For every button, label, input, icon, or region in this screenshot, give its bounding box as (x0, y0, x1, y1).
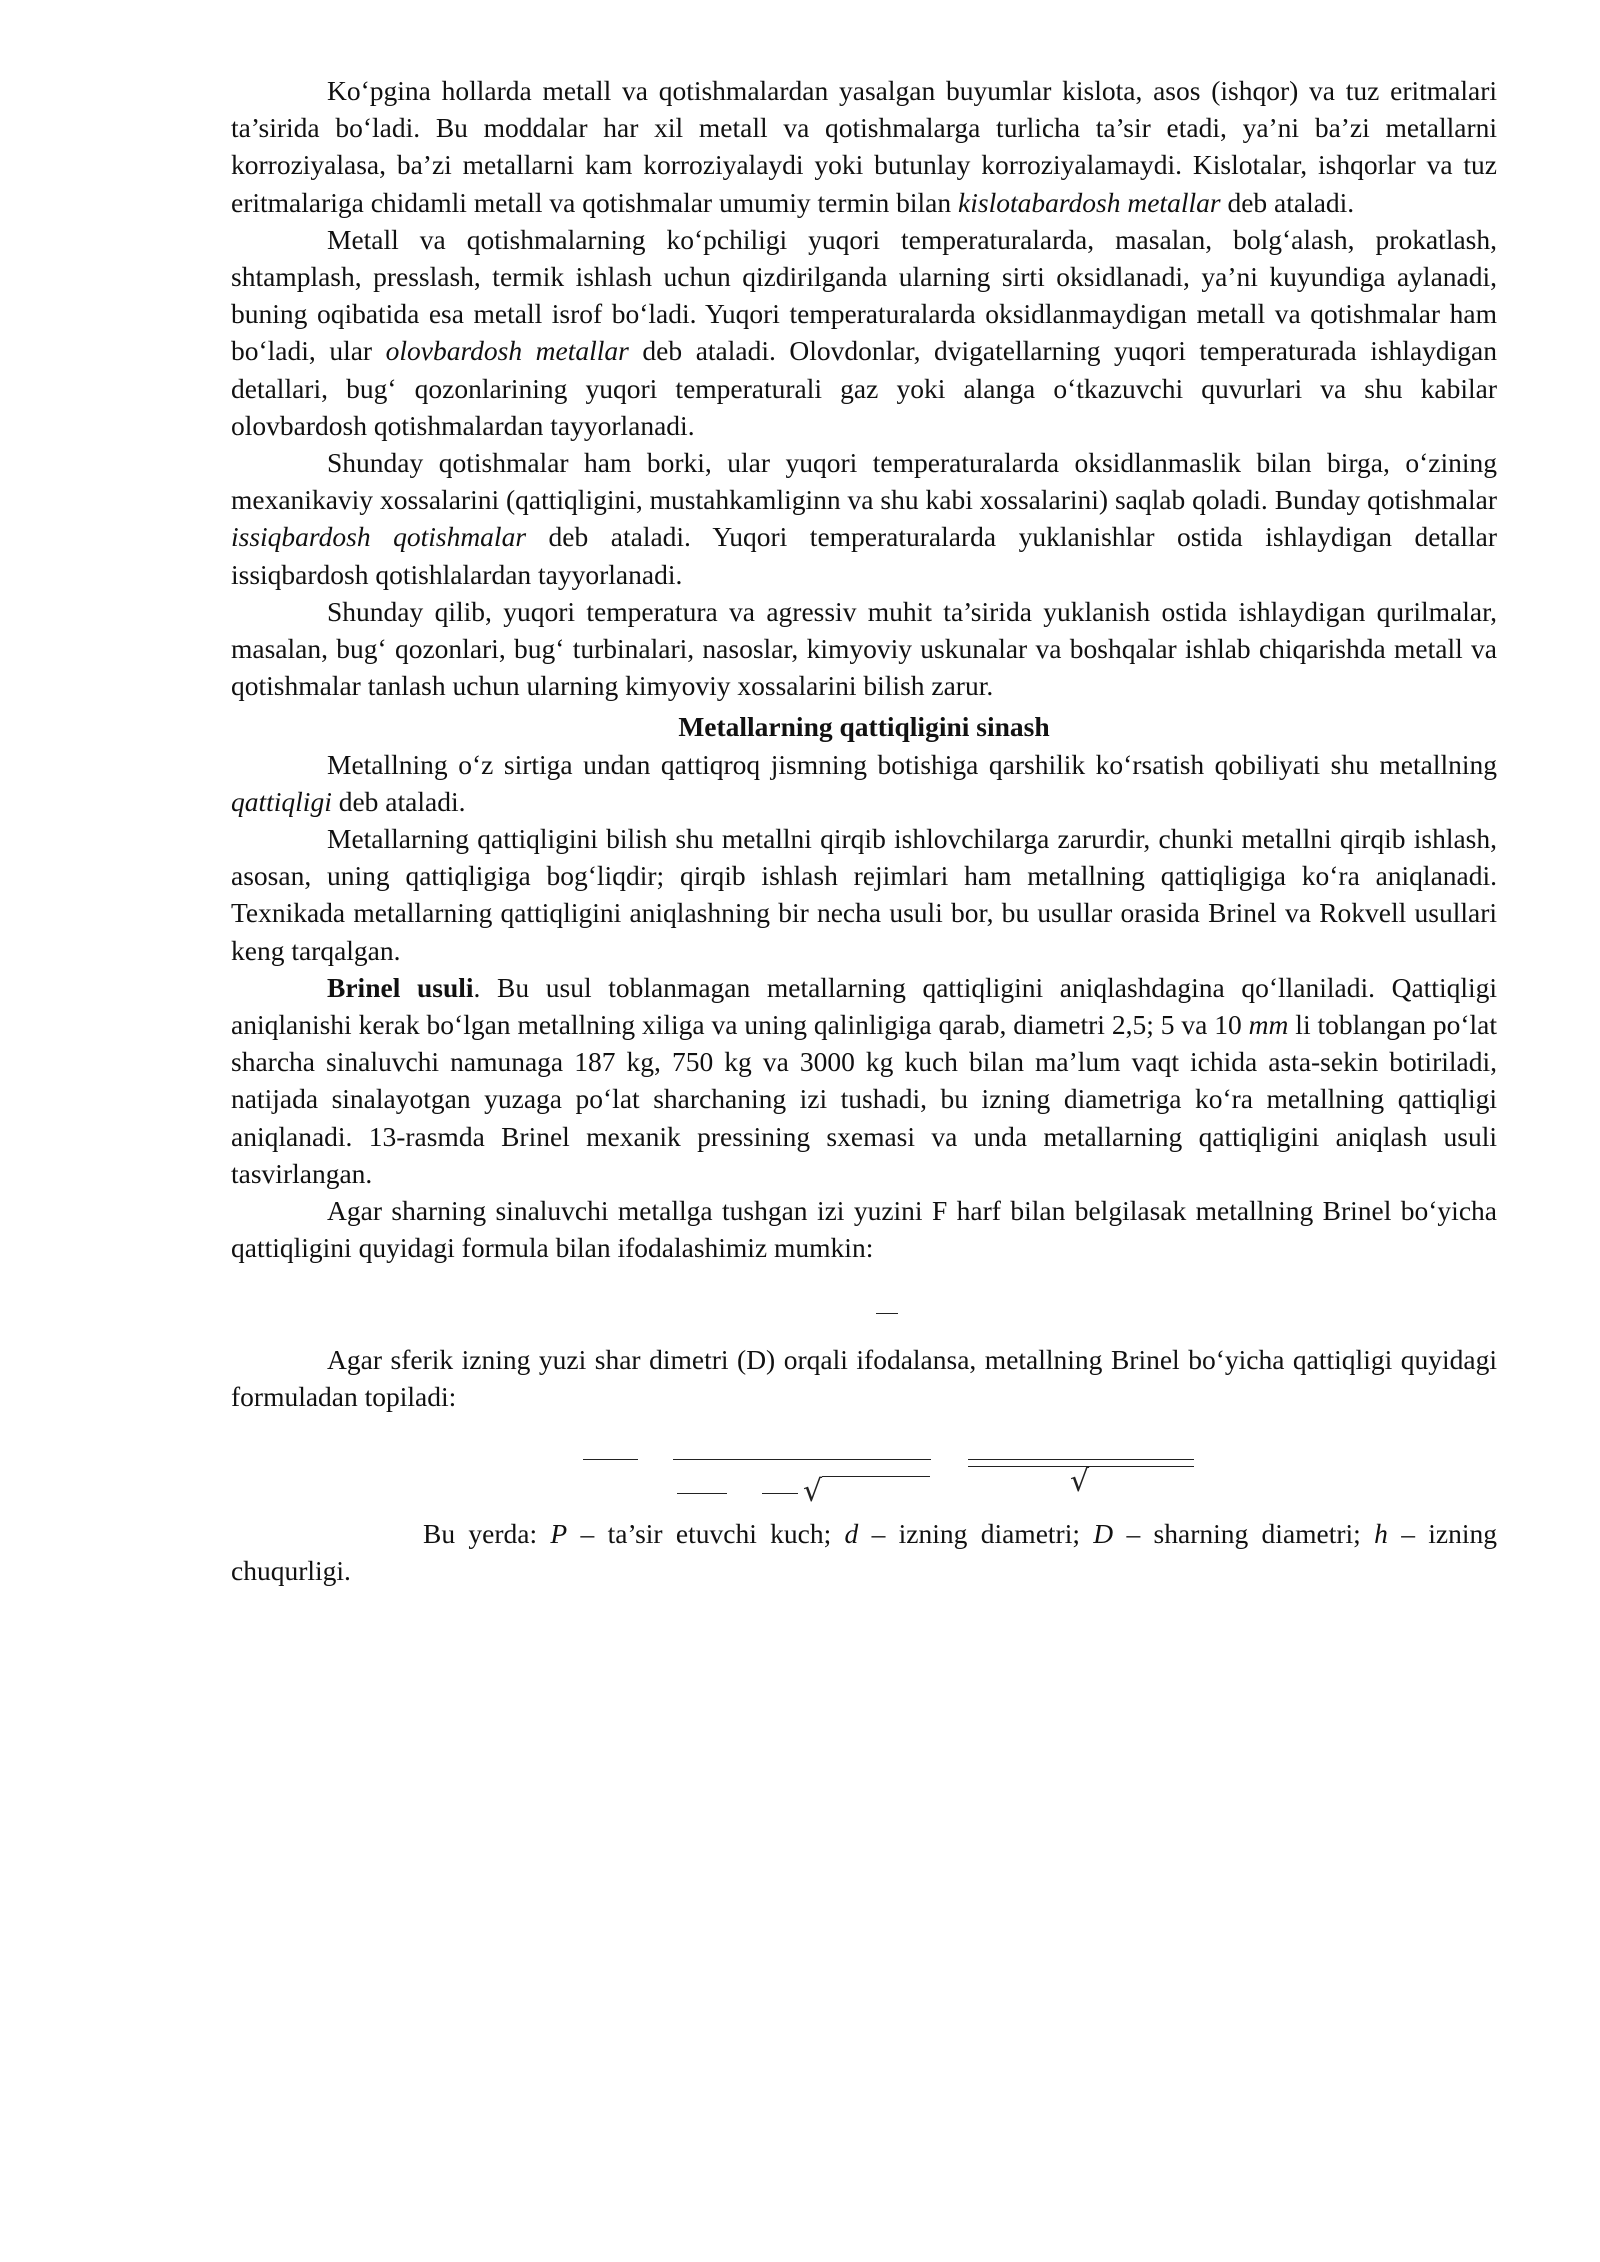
paragraph-formula-intro (231, 1192, 1497, 1266)
paragraph-text: – sharning diametri; (1113, 1517, 1375, 1549)
paragraph-text: Agar sferik izning yuzi shar dimetri (D) orqali ifodalansa, metallning Brinel bo‘yicha qattiqligi quyidagi formuladan topiladi: (231, 1343, 1497, 1412)
paragraph-text: . Bu usul toblanmagan metallarning qattiqligini aniqlashdagina qo‘llaniladi. Qattiqligi aniqlanishi kerak bo‘lgan metallning xiliga va uning qalinligiga qarab, diametri 2,5; 5 va 10 (231, 971, 1498, 1041)
paragraph-text: Metall va qotishmalarning ko‘pchiligi yuqori temperaturalarda, masalan, bolg‘alash, prokatlash, shtamplash, presslash, termik ishlash uchun qizdirilganda ularning sirti oksidlanadi, ya’ni kuyundiga aylanadi, buning oqibatida esa metall isrof bo‘ladi. Yuqori temperaturalarda oksidlanmaydigan metall va qotishmalar ham bo‘ladi, ular (231, 223, 1497, 367)
document-page (231, 72, 1497, 1589)
paragraph-text: Metallarning qattiqligini bilish shu metallni qirqib ishlovchilarga zarurdir, chunki metallni qirqib ishlash, asosan, uning qattiqligiga bog‘liqdir; qirqib ishlash rejimlari ham metallning qattiqligiga ko‘ra aniqlanadi. Texnikada metallarning qattiqligini aniqlashning bir necha usuli bor, bu usullar orasida Brinel va Rokvell usullari keng tarqalgan. (231, 823, 1497, 966)
paragraph-text: deb ataladi. Yuqori temperaturalarda yuklanishlar ostida ishlaydigan detallar issiqbardosh qotishlalardan tayyorlanadi. (231, 521, 1497, 590)
term-hardness: qattiqligi (231, 785, 332, 817)
paragraph-brinell-method (231, 969, 1497, 1192)
paragraph-corrosion-acids (231, 72, 1497, 221)
symbol-P: P (550, 1517, 568, 1549)
symbol-D: D (1093, 1517, 1114, 1549)
fraction-bar (876, 1313, 898, 1314)
formula-brinell-diameter (231, 1415, 1497, 1515)
paragraph-text: Metallning o‘z sirtiga undan qattiqroq jismning botishiga qarshilik ko‘rsatish qobiliyati shu metallning (327, 748, 1497, 780)
sqrt-icon: √ (1070, 1463, 1090, 1499)
unit-mm: mm (1248, 1009, 1289, 1041)
paragraph-hardness-methods (231, 820, 1497, 969)
paragraph-heat-resistant (231, 444, 1497, 593)
term-heat-resistant: issiqbardosh qotishmalar (231, 521, 527, 553)
fraction-bar (673, 1459, 931, 1460)
fraction-bar (762, 1493, 798, 1494)
paragraph-text: – izning diametri; (858, 1517, 1094, 1549)
paragraph-text: deb ataladi. Olovdonlar, dvigatellarning yuqori temperaturada ishlaydigan detallari, bug‘ qozonlarining yuqori temperaturali gaz yoki alanga o‘tkazuvchi quvurlari va shu kabilar olovbardosh qotishmalardan tayyorlanadi. (231, 335, 1497, 441)
section-heading: Metallarning qattiqligini sinash (678, 711, 1050, 743)
paragraph-hardness-definition (231, 746, 1497, 820)
radical-bar (822, 1476, 930, 1477)
symbol-d: d (844, 1517, 859, 1549)
paragraph-text: Ko‘pgina hollarda metall va qotishmalardan yasalgan buyumlar kislota, asos (ishqor) va tuz eritmalari ta’sirida bo‘ladi. Bu moddalar har xil metall va qotishmalarga turlicha ta’sir etadi, ya’ni ba’zi metallarni korroziyalasa, ba’zi metallarni kam korroziyalaydi yoki butunlay korroziyalamaydi. Kislotalar, ishqorlar va tuz eritmalariga chidamli metall va qotishmalar umumiy termin bilan (231, 75, 1497, 218)
paragraph-text: deb ataladi. (1220, 186, 1355, 218)
fraction-bar (583, 1459, 638, 1460)
formula-brinell-area (231, 1267, 1497, 1325)
paragraph-text: – izning chuqurligi. (231, 1517, 1497, 1587)
paragraph-text: Agar sharning sinaluvchi metallga tushgan izi yuzini F harf bilan belgilasak metallning Brinel bo‘yicha qattiqligini quyidagi formula bilan ifodalashimiz mumkin: (231, 1195, 1497, 1264)
term-brinell-method: Brinel usuli (327, 971, 474, 1003)
paragraph-text: Bu yerda: (423, 1517, 551, 1549)
paragraph-legend (231, 1515, 1497, 1589)
symbol-h: h (1374, 1517, 1388, 1549)
paragraph-text: Shunday qilib, yuqori temperatura va agressiv muhit ta’sirida yuklanish ostida ishlaydigan qurilmalar, masalan, bug‘ qozonlari, bug‘ turbinalari, nasoslar, kimyoviy uskunalar va boshqalar ishlab chiqarishda metall va qotishmalar tanlash uchun ularning kimyoviy xossalarini bilish zarur. (231, 595, 1497, 702)
paragraph-conclusion (231, 593, 1497, 705)
paragraph-text: Shunday qotishmalar ham borki, ular yuqori temperaturalarda oksidlanmaslik bilan birga, o‘zining mexanikaviy xossalarini (qattiqligini, mustahkamliginn va shu kabi xossalarini) saqlab qoladi. Bunday qotishmalar (231, 447, 1497, 516)
sqrt-icon: √ (803, 1473, 823, 1509)
paragraph-text: deb ataladi. (331, 785, 466, 817)
term-fire-resistant: olovbardosh metallar (385, 335, 629, 367)
term-acid-resistant: kislotabardosh metallar (958, 186, 1221, 218)
paragraph-text: – ta’sir etuvchi kuch; (567, 1517, 845, 1549)
fraction-bar (968, 1459, 1194, 1460)
paragraph-oxidation (231, 221, 1497, 444)
paragraph-spherical-area (231, 1341, 1497, 1415)
fraction-bar (677, 1493, 727, 1494)
paragraph-text: li toblangan po‘lat sharcha sinaluvchi namunaga 187 kg, 750 kg va 3000 kg kuch bilan ma’lum vaqt ichida asta-sekin botiriladi, natijada sinalayotgan yuzaga po‘lat sharchaning izi tushadi, bu izning diametriga ko‘ra metallning qattiqligi aniqlanadi. 13-rasmda Brinel mexanik pressining sxemasi va unda metallarning qattiqligini aniqlash usuli tasvirlangan. (231, 1009, 1497, 1189)
